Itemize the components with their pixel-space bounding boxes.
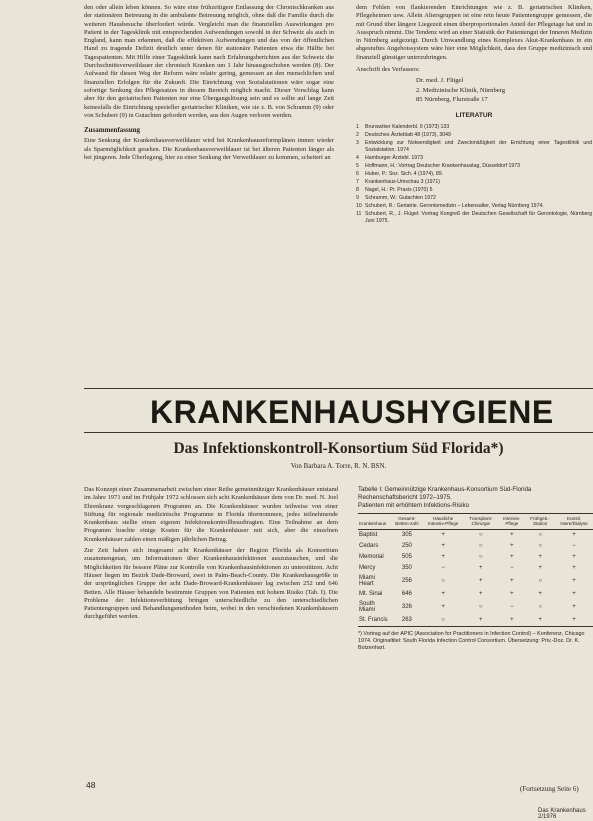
- column-header: Häusliche Intensiv-Pflege: [423, 514, 463, 530]
- article-title: Das Infektionskontroll-Konsortium Süd Florida*): [173, 440, 504, 457]
- column-header: Transplant-Chirurgie: [463, 514, 498, 530]
- article-byline: Von Barbara A. Torre, R. N. BSN.: [290, 462, 387, 470]
- column-header: Krankenhaus: [358, 514, 391, 530]
- body-paragraph: dem Fehlen von flankierenden Einrichtungen wie z. B. geriatrischen Kliniken, Pflegeheimen usw. Allein Altersgruppen ist eine rein heute Patientengruppe gemessen, die mit Grund über längere Liegezeit einen überproportionalen Anteil der Pflegetage hat und in Ausspruch nimmt. Die Tendenz wird an einer Statistik der Patientengut der Inneren Medizin in Nürnberg aufgezeigt. Durch Umwandlung eines Komplexes Akut-Krankenhaus in ein abgestuftes Angebotssystem wäre hier eine Möglichkeit, dass den Gruppe medizinisch und finanziell günstiger unterzubringen.: [356, 4, 593, 61]
- literature-item: 1 Brunswiker Kalenderbl. 9 (1973) 133: [356, 124, 450, 131]
- literature-item: 6 Huber, P.: Soz. Sich. 4 (1974), 89.: [356, 171, 444, 178]
- literature-item: 3 Entwicklung zur Notwendigkeit und Zweckmäßigkeit der Errichtung einer Tagesklinik und Sozialstation. 1974: [356, 140, 592, 154]
- literature-item: 8 Nagel, H.: Pr. Praxis (1970) 5: [356, 187, 433, 194]
- literature-item: 5 Hoffmann, H.: Vortrag Deutscher Krankenhaustag, Düsseldorf 1973: [356, 163, 521, 170]
- section-banner: KRANKENHAUSHYGIENE: [150, 394, 554, 430]
- section-rule-bottom: [84, 432, 593, 433]
- literature-item: 9 Schramm, W.: Gutachten 1972: [356, 195, 436, 202]
- literature-item: 7 Krankenhaus-Umschau 3 (1971): [356, 179, 440, 186]
- column-header: Intensiv-Pflege: [499, 514, 526, 530]
- hospital-risk-table: [358, 513, 593, 627]
- body-paragraph: Das Konzept einer Zusammenarbeit zwischen einer Reihe gemeinnütziger Krankenhäuser entstand im Jahre 1971 und im Frühjahr 1972 schlossen sich acht Krankenhäuser dem von Dr. med. N. Joel Ehrenkranz vorgeschlagenen Programm an. Die Krankenhäuser wurden teilweise von einer Stiftung für regionale medizinische Programme in Florida übernommen, jedes teilnehmende Krankenhaus stellte einen eigenen Infektionskontrollbeauftragten. Eine Teilnahme an dem Programm brachte einige Kosten für die Krankenhäuser mit sich, aber die einzelnen Krankenhäuser zahlen einen mäßigen jährlichen Betrag.: [84, 486, 338, 543]
- table-caption: Tabelle I: Gemeinnützige Krankenhaus-Konsortium Süd-Florida Rechenschaftsbericht 1972–1975. Patienten mit erhöhtem Infektions-Risiko: [358, 486, 532, 509]
- literature-heading: LITERATUR: [455, 111, 493, 119]
- literature-item: 2 Deutsches Ärzteblatt 48 (1973), 3049: [356, 132, 451, 139]
- author-address: [416, 76, 592, 104]
- address-line: 85 Nürnberg, Flurstraße 17: [416, 95, 488, 103]
- body-paragraph: den oder allein leben können. So wäre eine frühzeitigere Entlassung der Chronischkranken aus der stationären Betreuung in die ambulante Betreuung möglich, ohne daß die Familie durch die weiteren Hausbesuche überfordert würde. Vergleicht man die finanziellen Auswirkungen pro Patient in der Tagesklinik mit entsprechenden Aufwendungen sowohl in der Schweiz als auch in England, kann man erkennen, daß die effektiven Aufwendungen und das von der öffentlichen Hand zu tragende Defizit deutlich unter denen für stationäre Patienten etwa die Hälfte bei Tagespatienten. Mit Hilfe einer Tagesklinik kann nach Erfahrungsberichten aus der Schweiz die Durchschnittsverweildauer der chronisch Kranken um 1 Jahr hinausgeschoben werden (8). Der Aufwand für diesen Weg der Reform wäre relativ gering, gemessen an den menschlichen und finanziellen Erfolgen für die Zukunft. Die Einrichtung von Sozialstationen wäre sogar eine sofortige Senkung des Pflegesatzes in diesem Bereich möglich macht. Dieser Vorschlag kann aber für den geriatrischen Patienten nur eine Übergangslösung sein und es sollte auf lange Zeit keinesfalls die Einrichtung spezieller geriatrischer Kliniken, wie sie z. B. von Schramm (9) oder von Schubert (9) in Gutachten gefordert werden, aus den Augen verloren werden.: [84, 4, 334, 119]
- literature-list: [356, 124, 592, 225]
- table-row: South Miami 326 + ○ − ○ +: [359, 601, 576, 614]
- summary-paragraph: Eine Senkung der Krankenhausverweildauer wird bei Krankenhausreformplänen immer wieder als Sparmöglichkeit gesehen. Die Krankenhausverweildauer ist bei älteren Patienten länger als bei jüngeren. Jede Überlegung, hier zu einer Senkung der Verweildauer zu kommen, scheitert an: [84, 137, 334, 162]
- table-row: Cedars 250 + ○ + ○ −: [359, 543, 576, 550]
- column-header: Frühgeb.-Station: [525, 514, 555, 530]
- table-row: St. Francis 263 ○ + + + +: [358, 615, 593, 627]
- literature-item: 10 Schubert, R.: Geriatrie. Gerontomedizin – Lebensalter, Verlag Nürnberg 1974.: [356, 203, 544, 210]
- table-row: Mercy 350 − + − + +: [359, 565, 576, 572]
- literature-item: 4 Hamburger Ärztebl. 1973: [356, 155, 423, 162]
- address-label: Anschrift des Verfassers:: [356, 66, 420, 74]
- table-row: Baptist 305 + ○ + ○ +: [359, 532, 576, 539]
- page-number: 48: [86, 780, 96, 790]
- article-body-column: [84, 486, 338, 625]
- table-row: Mt. Sinai 646 + + + + +: [359, 591, 576, 598]
- section-rule-top: [84, 388, 593, 389]
- continuation-note: (Fortsetzung Seite 6): [520, 785, 579, 793]
- top-left-column: [84, 4, 334, 165]
- hospital-table-block: [358, 486, 593, 652]
- column-header: Gesamt-Betten-zahl: [391, 514, 424, 530]
- table-footnote: *) Vortrag auf der APIC (Association for Practitioners in Infection Control) – Konferenz, Chicago 1974. Originaltitel: South Florida Infection Control Consortium. Übersetzung: Priv.-Doz. Dr. K. Botzenhart.: [358, 630, 585, 651]
- table-row: Miami Heart 256 ○ + + ○ +: [359, 575, 576, 588]
- journal-footer: Das Krankenhaus 2/1976: [538, 808, 586, 820]
- summary-heading: Zusammenfassung: [84, 126, 141, 135]
- column-header: Künstl. Niere/Dialyse: [555, 514, 593, 530]
- top-right-column: [356, 4, 592, 226]
- address-line: Dr. med. J. Flügel: [416, 77, 464, 85]
- table-row: Memorial 505 + ○ + + +: [359, 554, 576, 561]
- literature-item: 11 Schubert, R., J. Flügel: Vortrag Kongreß der Deutschen Gesellschaft für Gerontologie, Nürnberg Juni 1975.: [356, 211, 592, 225]
- body-paragraph: Zur Zeit haben sich insgesamt acht Krankenhäuser der Region Florida als Konsortium zusammengetan, um Informationen über Krankenhausinfektionen auszutauschen, und die Möglichkeiten für bessere Pläne zur Kontrolle von Krankenhausinfektionen zu unterstützen. Acht Häuser liegen im Bezirk Dade-Broward, zwei in Palm-Beach-County. Die Krankenhausgröße in der ursprünglichen Gruppe der acht Dade-Broward-Krankenhäuser lag zwischen 252 und 646 Betten. Alle Häuser behandeln bestimmte Gruppen von Patienten mit hohem Risiko (Tab. I). Die Probleme der Infektionsverhütung bringen unterschiedliche zu den unterschiedlichen Patientengruppen und Behandlungsmethoden beim, wobei in den verschiedenen Krankenhäusern durchgeführt werden.: [84, 547, 338, 621]
- table-header-row: [358, 514, 593, 530]
- address-line: 2. Medizinische Klinik, Nürnberg: [416, 86, 506, 94]
